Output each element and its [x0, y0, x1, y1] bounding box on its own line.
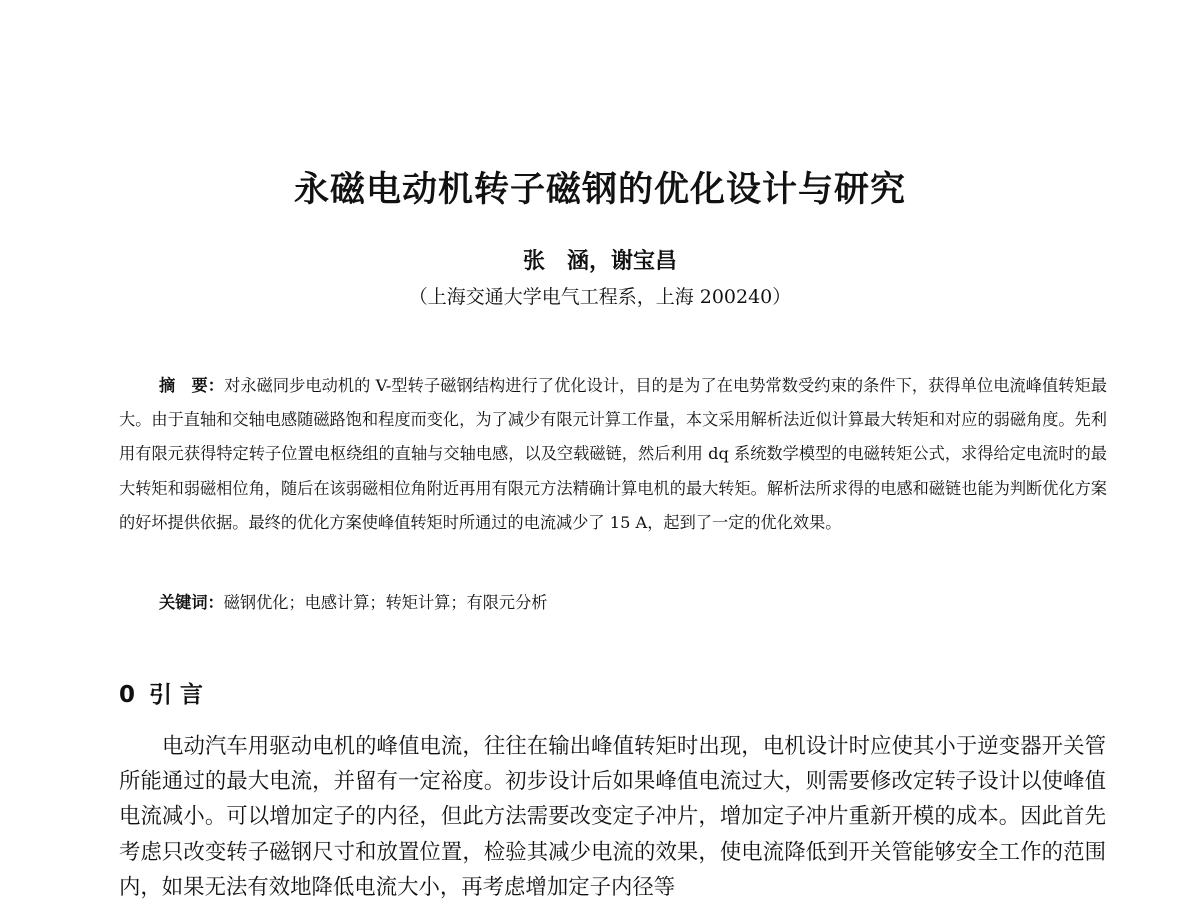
author-list: 张 涵，谢宝昌: [522, 248, 677, 274]
keywords: [159, 588, 1107, 618]
paper-title: 永磁电动机转子磁钢的优化设计与研究: [293, 170, 906, 210]
abstract-label: 摘 要：: [159, 376, 225, 395]
keywords-text: 磁钢优化；电感计算；转矩计算；有限元分析: [223, 593, 548, 612]
body-text: [119, 729, 1106, 905]
abstract-text: 对永磁同步电动机的 V-型转子磁钢结构进行了优化设计，目的是为了在电势常数受约束的条件下，获得单位电流峰值转矩最大。由于直轴和交轴电感随磁路饱和程度而变化，为了减少有限元计算工作量，本文采用解析法近似计算最大转矩和对应的弱磁角度。先利用有限元获得特定转子位置电枢绕组的直轴与交轴电感，以及空载磁链，然后利用 dq 系统数学模型的电磁转矩公式，求得给定电流时的最大转矩和弱磁相位角，随后在该弱磁相位角附近再用有限元方法精确计算电机的最大转矩。解析法所求得的电感和磁链也能为判断优化方案的好坏提供依据。最终的优化方案使峰值转矩时所通过的电流减少了 15 A，起到了一定的优化效果。: [119, 376, 1107, 532]
body-paragraph: 电动汽车用驱动电机的峰值电流，往往在输出峰值转矩时出现，电机设计时应使其小于逆变器开关管所能通过的最大电流，并留有一定裕度。初步设计后如果峰值电流过大，则需要修改定转子设计以使峰值电流减小。可以增加定子的内径，但此方法需要改变定子冲片，增加定子冲片重新开模的成本。因此首先考虑只改变转子磁钢尺寸和放置位置，检验其减少电流的效果，使电流降低到开关管能够安全工作的范围内，如果无法有效地降低电流大小，再考虑增加定子内径等: [119, 734, 1106, 900]
section-heading-introduction: [119, 677, 203, 713]
keywords-label: 关键词：: [159, 593, 224, 612]
abstract: [119, 369, 1107, 540]
author-affiliation: （上海交通大学电气工程系，上海 200240）: [408, 286, 792, 308]
section-number: 0: [119, 682, 136, 708]
section-title: 引 言: [149, 682, 204, 708]
abstract-paragraph: [119, 369, 1107, 540]
